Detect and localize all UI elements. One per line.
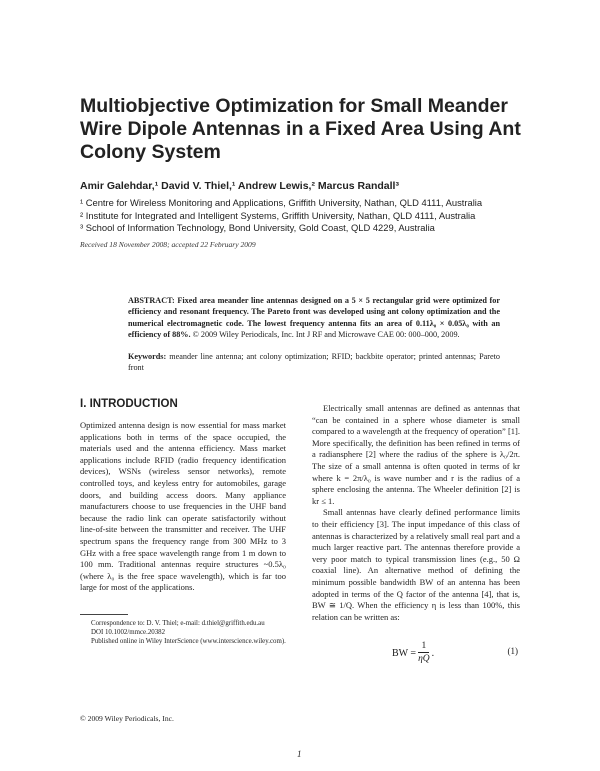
- paper-title: Multiobjective Optimization for Small Meander Wire Dipole Antennas in a Fixed Area Using Ant Colony System: [80, 95, 521, 163]
- equation-number: (1): [507, 646, 518, 656]
- abstract-citation: © 2009 Wiley Periodicals, Inc. Int J RF and Microwave CAE 00: 000–000, 2009.: [192, 329, 460, 339]
- affiliation-2: ² Institute for Integrated and Intelligent Systems, Griffith University, Nathan, QLD 4111, Australia: [80, 209, 476, 221]
- author-list: Amir Galehdar,¹ David V. Thiel,¹ Andrew Lewis,² Marcus Randall³: [80, 180, 399, 192]
- keywords-text: meander line antenna; ant colony optimization; RFID; backbite operator; printed antennas; Pareto front: [128, 352, 501, 372]
- equation-1: [312, 637, 520, 667]
- section-heading-introduction: I. INTRODUCTION: [80, 398, 178, 410]
- intro-paragraph-1: Optimized antenna design is now essential for mass market applications both in terms of the space occupied, the materials used and the antenna efficiency. Mass market applications include RFID (radio frequency identification devices), WSNs (wireless sensor networks), remote controlled toys, and keyless entry for automobiles, garage doors, and building access doors. Many appliance manufacturers choose to use frequencies in the UHF band because the radio link can operate satisfactorily without line-of-site between the transmitter and receiver. The UHF spectrum spans the frequency range from 300 MHz to 3 GHz with a free space wavelength range from 1 m down to 100 mm. Traditional antennas require structures ~0.5λ₀ (where λ₀ is the free space wavelength), which is far too large for most of the applications.: [80, 420, 286, 593]
- doi-line: DOI 10.1002/mmce.20382: [91, 628, 166, 636]
- abstract-text: Fixed area meander line antennas designed on a 5 × 5 rectangular grid were optimized for efficiency and resonant frequency. The Pareto front was developed using ant colony optimization and the numerical electromagnetic code. The lowest frequency antenna fits an area of 0.11λ₀ × 0.05λ₀ with an efficiency of 88%.: [128, 296, 500, 339]
- received-dates: Received 18 November 2008; accepted 22 February 2009: [80, 240, 256, 249]
- equation-tail: .: [431, 647, 435, 659]
- correspondence-line: Correspondence to: D. V. Thiel; e-mail: d.thiel@griffith.edu.au: [91, 619, 265, 627]
- keywords-label: Keywords:: [128, 352, 167, 361]
- equation-fraction: [418, 641, 430, 665]
- equation-lhs: BW =: [392, 647, 417, 659]
- intro-paragraph-3: Small antennas have clearly defined performance limits to their efficiency [3]. The input impedance of this class of antennas is characterized by a relatively small real part and a much larger reactive part. The antennas therefore provide a very poor match to typical transmission lines (e.g., 50 Ω coaxial line). An alternative method of defining the minimum possible bandwidth BW of an antenna has been adopted in terms of the Q factor of the antenna [4], that is, BW ≅ 1/Q. When the efficiency η is less than 100%, this relation can be written as:: [312, 507, 520, 622]
- equation-numerator: 1: [418, 641, 429, 653]
- left-column: [80, 398, 286, 646]
- published-line: Published online in Wiley InterScience (www.interscience.wiley.com).: [91, 637, 286, 645]
- equation-denominator: ηQ: [418, 654, 430, 664]
- abstract-block: [128, 295, 500, 340]
- right-column: [312, 403, 520, 623]
- page-number: 1: [297, 749, 302, 759]
- affiliation-1: ¹ Centre for Wireless Monitoring and Applications, Griffith University, Nathan, QLD 4111, Australia: [80, 197, 483, 208]
- equation-body: [392, 641, 434, 665]
- abstract-label: ABSTRACT:: [128, 296, 175, 305]
- intro-paragraph-2: Electrically small antennas are defined as antennas that “can be contained in a sphere whose diameter is small compared to a wavelength at the frequency of operation” [1]. More specifically, the definition has been refined in terms of a radiansphere [2] where the radius of the sphere is λ₀/2π. The size of a small antenna is often quoted in terms of kr where k = 2π/λ₀ is wave number and r is the radius of a sphere enclosing the antenna. The Wheeler definition [2] is kr ≤ 1.: [312, 403, 520, 506]
- footnote-rule: [80, 614, 128, 615]
- copyright-notice: © 2009 Wiley Periodicals, Inc.: [80, 714, 174, 723]
- affiliation-3: ³ School of Information Technology, Bond University, Gold Coast, QLD 4229, Australia: [80, 222, 435, 233]
- correspondence-footnote: [80, 619, 286, 646]
- keywords-block: [128, 351, 500, 373]
- affiliation-list: [80, 197, 550, 235]
